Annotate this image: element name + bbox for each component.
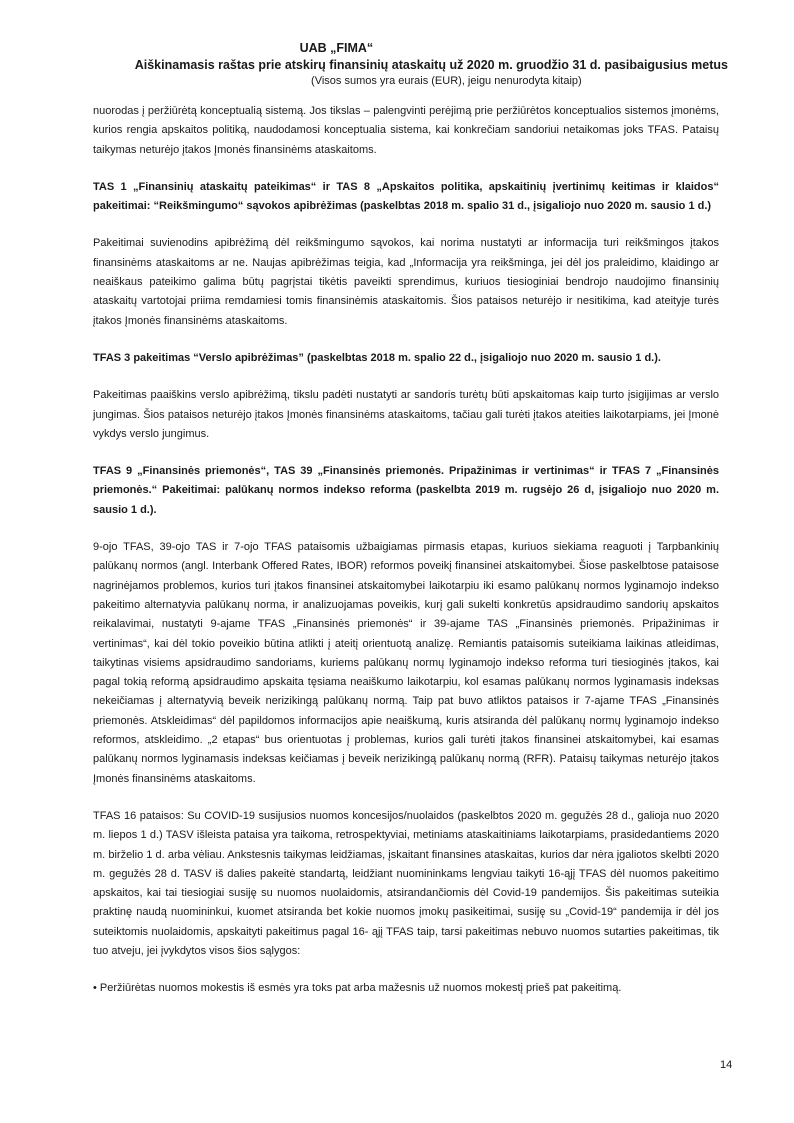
paragraph: nuorodas į peržiūrėtą konceptualią sistemą. Jos tikslas – palengvinti perėjimą prie peržiūrėtos konceptualios sistemos įmonėms, kurios rengia apskaitos politiką, naudodamosi konceptualia sistema, kai konkrečiam sandoriui netaikomas joks TFAS. Pataisų taikymas neturėjo įtakos Įmonės finansinėms ataskaitoms. — [93, 105, 719, 156]
paragraph: Pakeitimai suvienodins apibrėžimą dėl reikšmingumo sąvokos, kai norima nustatyti ar informacija turi reikšmingos įtakos finansinėms ataskaitoms ar ne. Naujas apibrėžimas teigia, kad „Informacija yra reikšminga, jei dėl jos praleidimo, klaidingo ar neaiškaus pateikimo galima būtų pagrįstai tikėtis paveikti sprendimus, kuriuos tiesioginiai bendrojo naudojimo finansinių ataskaitų vartotojai priima remdamiesi tomis finansinėmis ataskaitomis. Šios pataisos neturėjo ir nesitikima, kad ateityje turės įtakos Įmonės finansinėms ataskaitoms. — [93, 237, 719, 327]
document-body — [93, 102, 719, 999]
currency-note: (Visos sumos yra eurais (EUR), jeigu nenurodyta kitaip) — [311, 75, 582, 87]
paragraph: Pakeitimas paaiškins verslo apibrėžimą, tikslu padėti nustatyti ar sandoris turėtų būti apskaitomas kaip turto įsigijimas ar verslo jungimas. Šios pataisos neturėjo įtakos Įmonės finansinėms ataskaitoms, tačiau gali turėti įtakos ateities laikotarpiams, jei Įmonė vykdys verslo jungimus. — [93, 389, 719, 440]
section-heading-tfas9-tas39-tfas7: TFAS 9 „Finansinės priemonės“, TAS 39 „Finansinės priemonės. Pripažinimas ir vertinimas“ ir TFAS 7 „Finansinės priemonės.“ Pakeitimai: palūkanų normos indekso reforma (paskelbta 2019 m. rugsėjo 26 d, įsigaliojo nuo 2020 m. sausio 1 d.). — [93, 465, 719, 516]
paragraph: TFAS 16 pataisos: Su COVID-19 susijusios nuomos koncesijos/nuolaidos (paskelbtos 2020 m. gegužės 28 d., galioja nuo 2020 m. liepos 1 d.) TASV išleista pataisa yra taikoma, retrospektyviai, metiniams ataskaitiniams laikotarpiams, prasidedantiems 2020 m. birželio 1 d. arba vėliau. Ankstesnis taikymas leidžiamas, įskaitant finansines ataskaitas, kurios dar nėra įgaliotos skelbti 2020 m. gegužės 28 d. TASV iš dalies pakeitė standartą, leidžiant nuomininkams lengviau taikyti 16-ąjį TFAS dėl nuomos pakeitimo apskaitos, kai tai tiesiogiai susiję su nuomos nuolaidomis, atsirandančiomis dėl Covid-19 pandemijos. Šis pakeitimas suteikia praktinę naudą nuomininkui, kuomet atsiranda bet kokie nuomos įmokų pasikeitimai, susiję su „Covid-19“ pandemija ir dėl jos suteiktomis nuolaidomis, apskaityti pakeitimus pagal 16- ąjį TFAS taip, tarsi pakeitimas nebuvo nuomos sutarties pakeitimas, tik tuo atveju, jei įvykdytos visos šios sąlygos: — [93, 809, 719, 957]
document-title: Aiškinamasis raštas prie atskirų finansinių ataskaitų už 2020 m. gruodžio 31 d. pasibaigusius metus — [134, 58, 728, 72]
company-name: UAB „FIMA“ — [299, 41, 374, 55]
bullet-item: • Peržiūrėtas nuomos mokestis iš esmės yra toks pat arba mažesnis už nuomos mokestį prieš pat pakeitimą. — [93, 982, 622, 995]
section-heading-tas1-tas8: TAS 1 „Finansinių ataskaitų pateikimas“ ir TAS 8 „Apskaitos politika, apskaitinių įvertinimų keitimas ir klaidos“ pakeitimai: “Reikšmingumo“ sąvokos apibrėžimas (paskelbtas 2018 m. spalio 31 d., įsigaliojo nuo 2020 m. sausio 1 d.) — [93, 180, 719, 213]
paragraph: 9-ojo TFAS, 39-ojo TAS ir 7-ojo TFAS pataisomis užbaigiamas pirmasis etapas, kuriuos siekiama reaguoti į Tarpbankinių palūkanų normos (angl. Interbank Offered Rates, IBOR) reformos poveikį finansinei atskaitomybei. Šiose paskelbtose pataisose nagrinėjamos problemos, kurios turi įtakos finansinei atskaitomybei laikotarpiu iki esamo palūkanų normos lyginamojo indekso pakeitimo alternatyvia palūkanų norma, ir analizuojamas poveikis, kurį gali sukelti konkretūs apsidraudimo sandorių apskaitos reikalavimai, nustatyti 9-ajame TFAS „Finansinės priemonės“ ir 39-ajame TAS „Finansinės priemonės. Pripažinimas ir vertinimas“, kai dėl tokio poveikio būtina atlikti į ateitį orientuotą analizę. Remiantis pataisomis suteikiama laikinas atleidimas, taikytinas visiems apsidraudimo sandoriams, kuriems palūkanų normų lyginamojo indekso reforma turi tiesioginės įtakos, kai pagal tokią reformą apsidraudimo apskaita tęsiama neaiškumo laikotarpiu, kol esamas palūkanų normos lyginamasis indeksas nekeičiamas į alternatyvią beveik nerizikingą palūkanų normą. Taip pat buvo atliktos pataisos ir 7-ajame TFAS „Finansinės priemonės. Atskleidimas“ dėl papildomos informacijos apie neaiškumą, kuris atsiranda dėl palūkanų normų lyginamojo indekso reformos, atskleidimo. „2 etapas“ bus orientuotas į problemas, kurios gali turėti įtakos finansinei atskaitomybei, kai esamas palūkanų normos lyginamasis indeksas keičiamas į beveik nerizikingą palūkanų normą (RFR). Pataisų taikymas neturėjo įtakos Įmonės finansinėms ataskaitoms. — [93, 541, 719, 785]
section-heading-tfas3: TFAS 3 pakeitimas “Verslo apibrėžimas” (paskelbtas 2018 m. spalio 22 d., įsigaliojo nuo 2020 m. sausio 1 d.). — [93, 351, 661, 364]
page-header — [135, 40, 728, 89]
page-number: 14 — [720, 1059, 733, 1071]
